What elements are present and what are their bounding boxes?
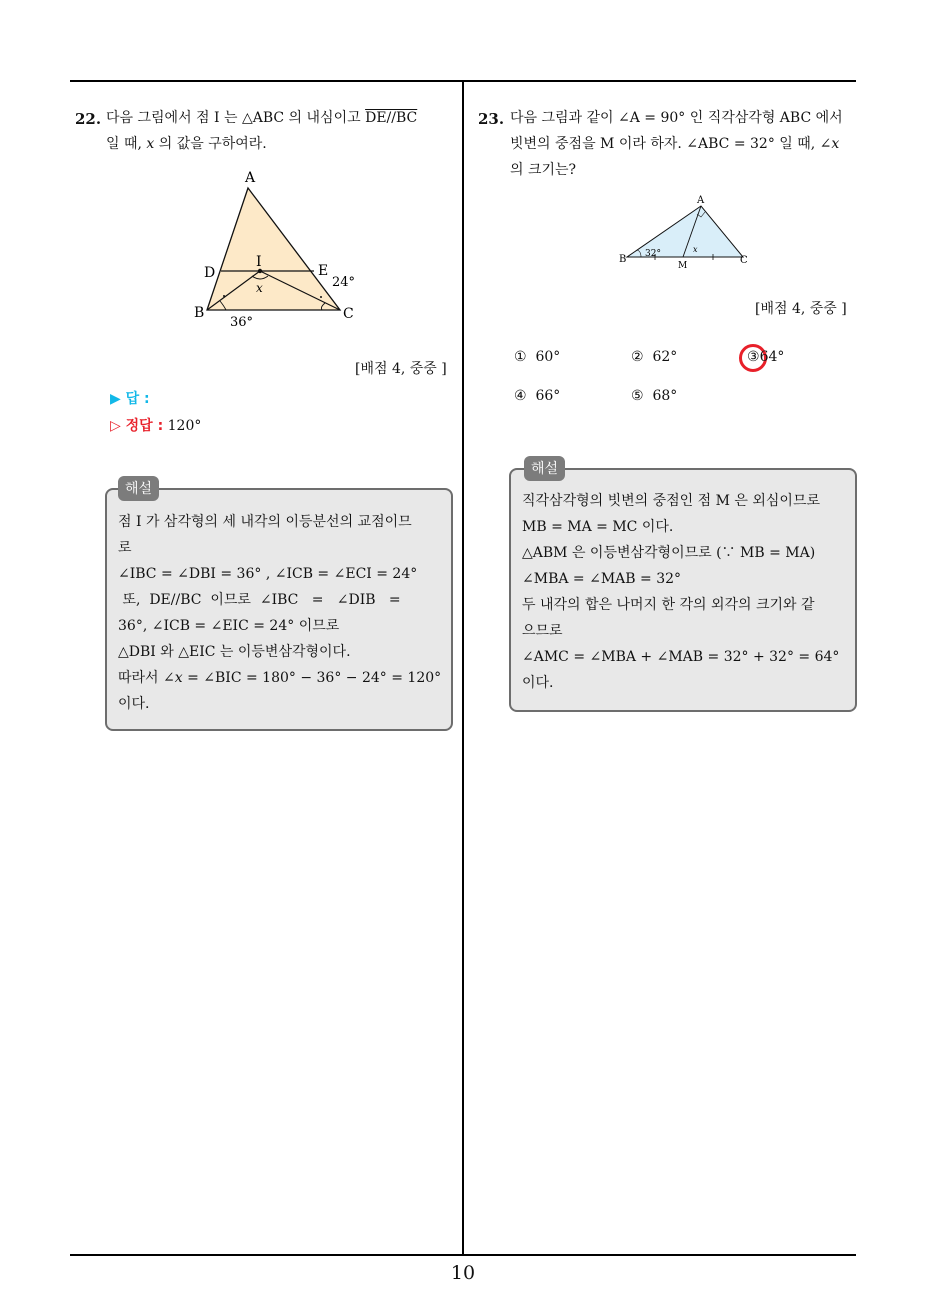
explanation-line: △ABM 은 이등변삼각형이므로 (∵ MB = MA) [522, 545, 816, 561]
question-text-line2: 일 때, 𝑥 의 값을 구하여라. [106, 136, 267, 152]
explanation-line: MB = MA = MC 이다. [522, 519, 674, 535]
explanation-text [522, 488, 852, 696]
question-text-line2: 빗변의 중점을 M 이라 하자. ∠ABC = 32° 일 때, ∠𝑥 [510, 136, 840, 152]
column-divider [462, 81, 464, 1256]
explanation-line: 두 내각의 합은 나머지 한 각의 외각의 크기와 같 [522, 597, 815, 613]
explanation-line: 직각삼각형의 빗변의 중점인 점 M 은 외심이므로 [522, 493, 820, 509]
explanation-line: ∠AMC = ∠MBA + ∠MAB = 32° + 32° = 64° [522, 649, 840, 665]
choice-4[interactable]: ④ 66° [514, 388, 561, 404]
explanation-line: 36°, ∠ICB = ∠EIC = 24° 이므로 [118, 618, 340, 634]
explanation-line: 또, DE//BC 이므로 ∠IBC = ∠DIB = [118, 592, 401, 608]
score-label: [배점 4, 중중 ] [355, 361, 447, 377]
explanation-line: △DBI 와 △EIC 는 이등변삼각형이다. [118, 644, 351, 660]
explanation-tab: 해설 [524, 456, 565, 481]
label-d: D [204, 265, 216, 281]
explanation-line: 로 [118, 540, 132, 556]
angle-b-label: 36° [230, 315, 254, 330]
explanation-line: ∠IBC = ∠DBI = 36° , ∠ICB = ∠ECI = 24° [118, 566, 418, 582]
angle-b-label: 32° [645, 249, 661, 259]
label-b: B [619, 254, 627, 265]
bottom-rule [70, 1254, 856, 1256]
question-text-line3: 의 크기는? [510, 162, 577, 178]
correct-value: 120° [167, 418, 202, 434]
choice-2[interactable]: ② 62° [631, 349, 678, 365]
label-c: C [740, 255, 748, 266]
explanation-line: 점 I 가 삼각형의 세 내각의 이등분선의 교점이므 [118, 514, 412, 530]
right-triangle-figure [615, 192, 755, 272]
segment-de-bc: DE//BC [365, 110, 418, 126]
label-a: A [697, 195, 705, 206]
page-number: 10 [450, 1262, 476, 1284]
question-text-line1: 다음 그림과 같이 ∠A = 90° 인 직각삼각형 ABC 에서 [510, 110, 843, 126]
correct-answer: ▷ 정답 : 120° [110, 418, 202, 434]
label-x: 𝑥 [693, 245, 698, 254]
triangle-figure [190, 165, 370, 330]
explanation-text [118, 509, 444, 717]
label-b: B [194, 305, 205, 321]
question-number: 23. [478, 110, 505, 128]
triangle-abc [207, 188, 340, 310]
label-x: 𝑥 [256, 281, 263, 295]
choice-5[interactable]: ⑤ 68° [631, 388, 678, 404]
label-e: E [318, 263, 329, 279]
label-c: C [343, 306, 354, 322]
label-i: I [256, 254, 262, 270]
explanation-line: 이다. [118, 696, 150, 712]
explanation-tab: 해설 [118, 476, 159, 501]
explanation-line: 따라서 ∠𝑥 = ∠BIC = 180° − 36° − 24° = 120° [118, 670, 442, 686]
question-number: 22. [75, 110, 102, 128]
label-m: M [678, 261, 688, 271]
label-a: A [245, 170, 256, 186]
choice-3[interactable]: ③64° [747, 349, 785, 365]
question-text-line1: 다음 그림에서 점 I 는 △ABC 의 내심이고 DE//BC [106, 110, 418, 126]
score-label: [배점 4, 중중 ] [755, 301, 847, 317]
answer-label: ▶ 답 : [110, 391, 150, 407]
choice-1[interactable]: ① 60° [514, 349, 561, 365]
angle-c-label: 24° [332, 275, 356, 290]
explanation-line: ∠MBA = ∠MAB = 32° [522, 571, 682, 587]
explanation-line: 으므로 [522, 623, 563, 639]
explanation-line: 이다. [522, 675, 554, 691]
